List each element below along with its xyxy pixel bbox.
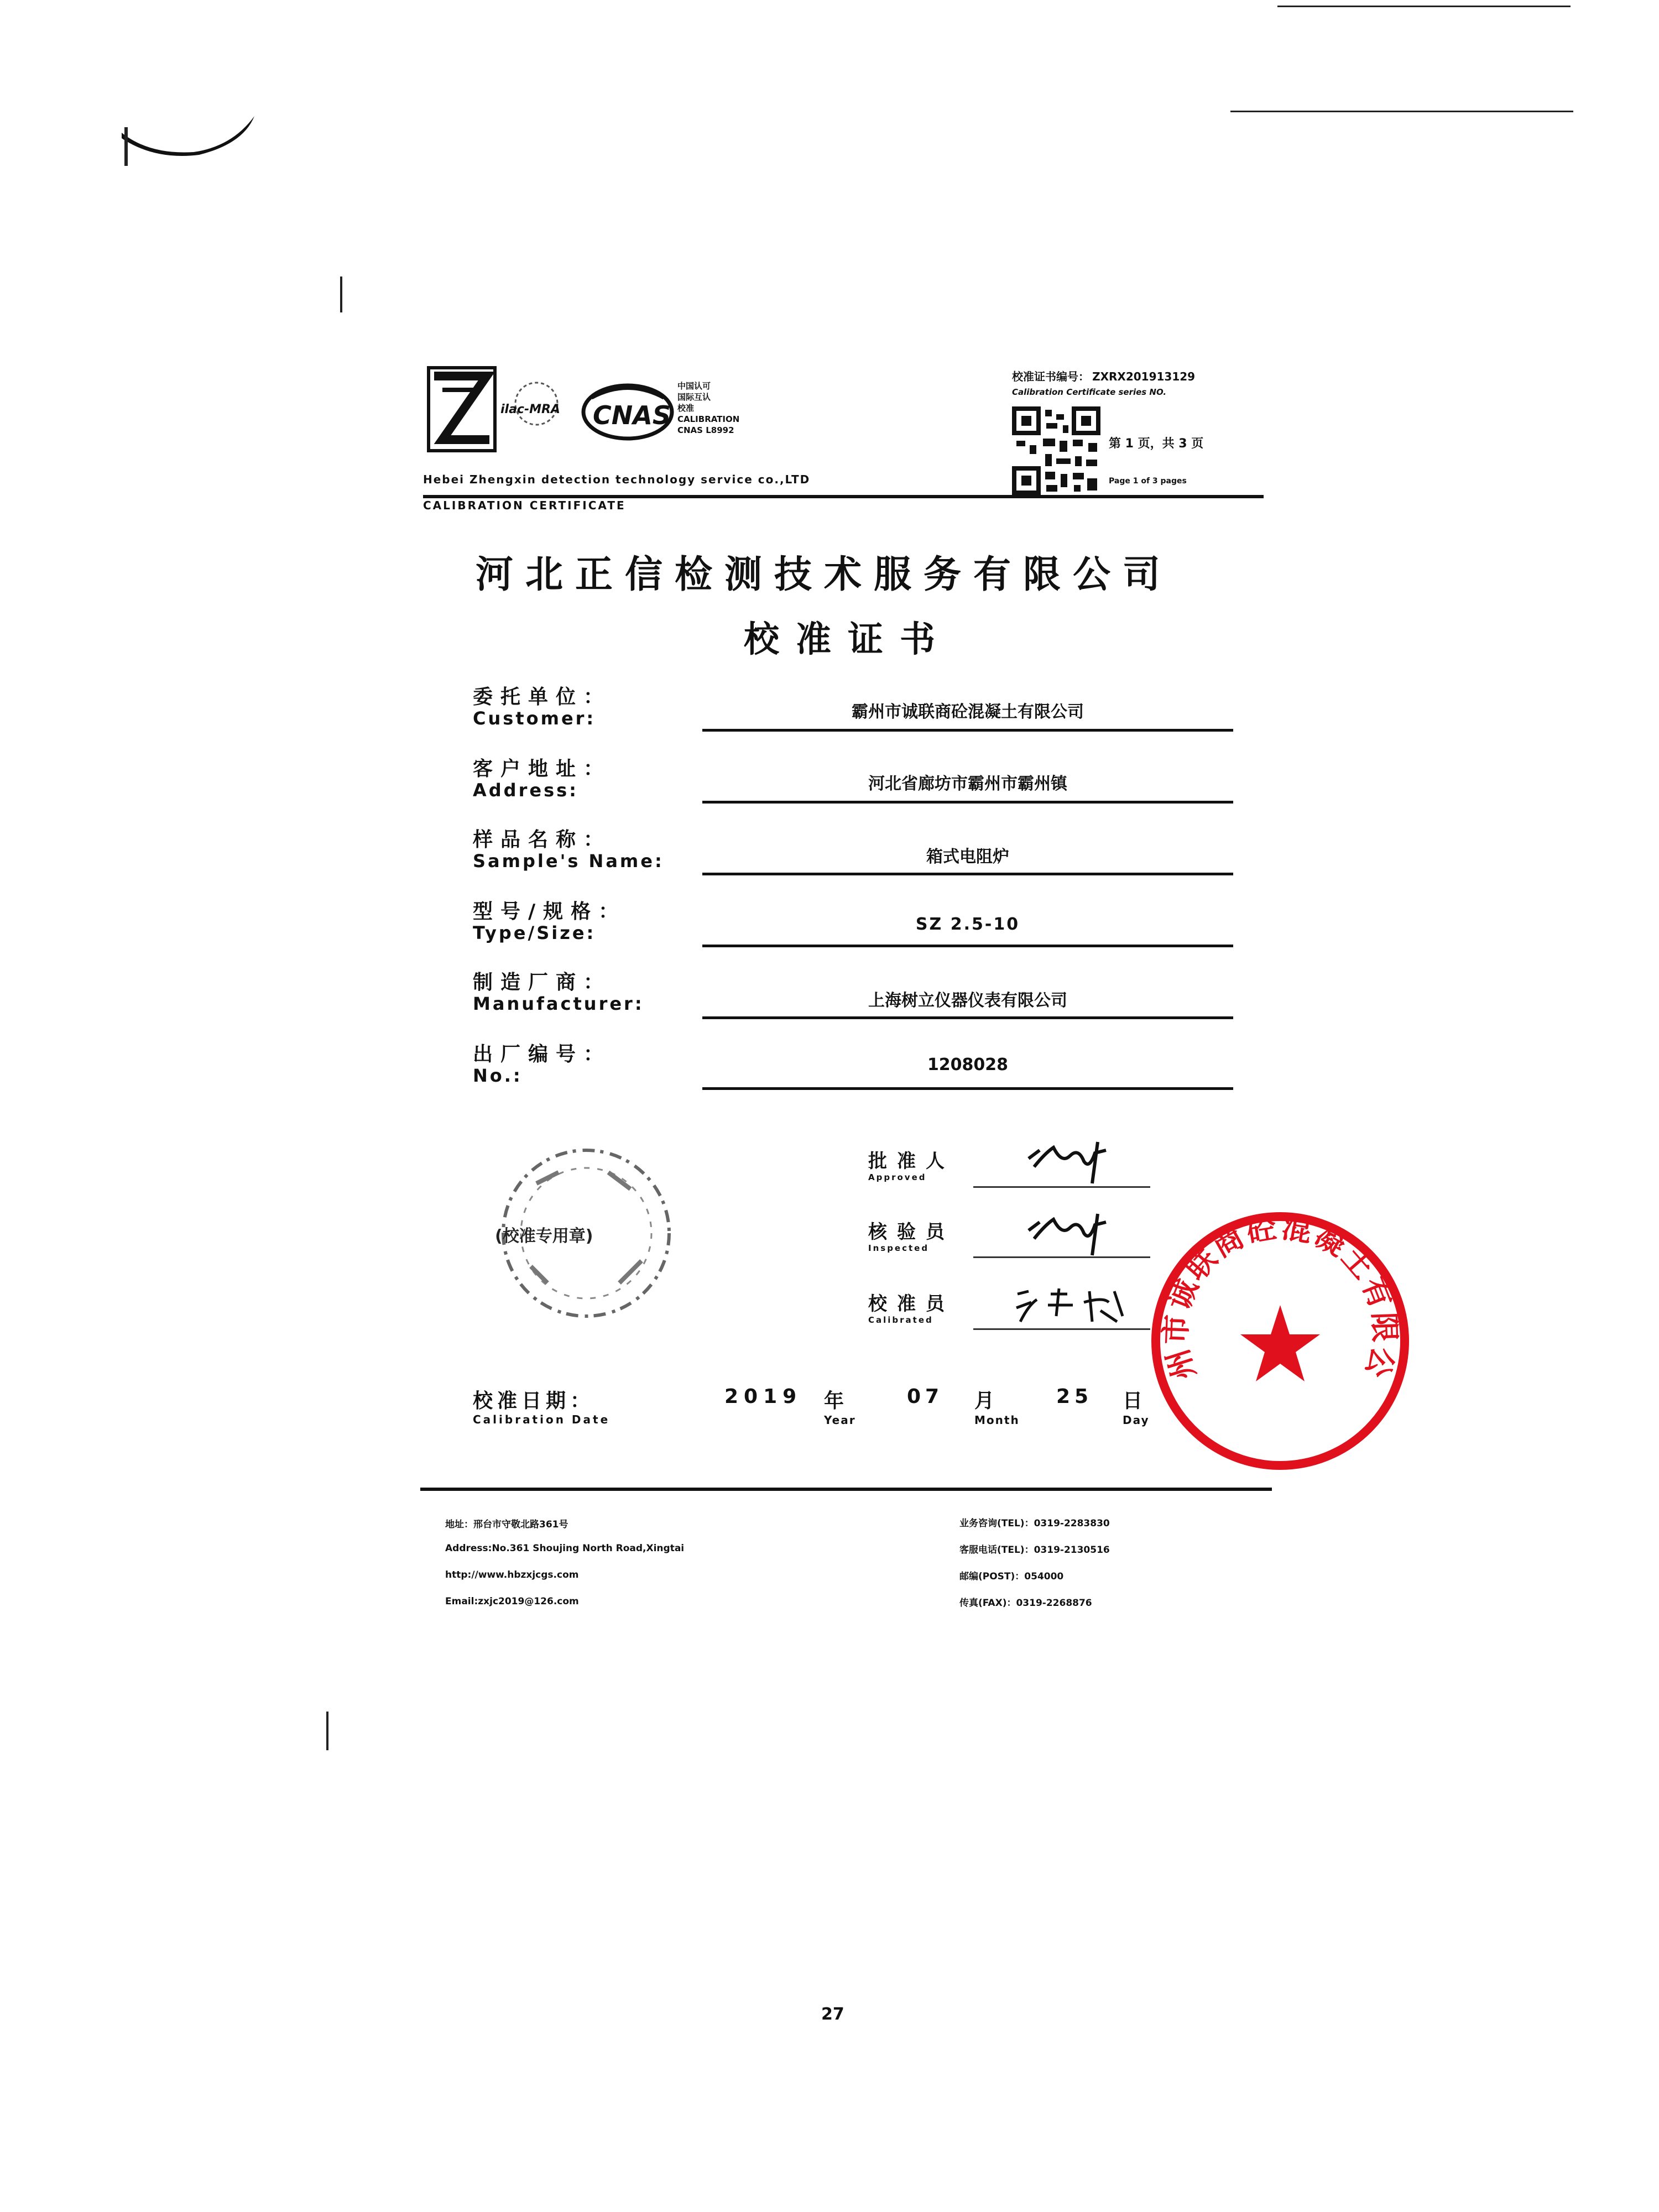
footer-tel-business: 业务咨询(TEL)：0319-2283830 xyxy=(959,1518,1110,1529)
header-divider xyxy=(423,495,1264,498)
scan-artifact-top-left xyxy=(116,94,276,166)
cnas-text: CNAS xyxy=(593,400,671,430)
scan-artifact-line xyxy=(1277,6,1571,7)
date-year: 2019 xyxy=(724,1385,802,1408)
cert-number-label-en: Calibration Certificate series NO. xyxy=(1012,387,1167,397)
footer-tel-complaint: 客服电话(TEL)：0319-2130516 xyxy=(959,1545,1110,1556)
date-month: 07 xyxy=(907,1385,944,1408)
field-address-value: 河北省廊坊市霸州市霸州镇 xyxy=(868,774,1067,794)
cert-number-value: ZXRX201913129 xyxy=(1092,370,1196,383)
zhengxin-logo xyxy=(426,365,498,453)
page-indicator-en: Page 1 of 3 pages xyxy=(1109,477,1187,486)
date-month-cn: 月 xyxy=(974,1390,995,1412)
field-manufacturer-value: 上海树立仪器仪表有限公司 xyxy=(868,991,1067,1010)
date-month-en: Month xyxy=(974,1413,1020,1427)
footer-fax: 传真(FAX)：0319-2268876 xyxy=(959,1598,1092,1609)
cnas-side-text: 中国认可 国际互认 校准 CALIBRATION CNAS L8992 xyxy=(677,381,740,435)
page-indicator-cn: 第 1 页，共 3 页 xyxy=(1109,437,1204,451)
field-sample-name-value: 箱式电阻炉 xyxy=(926,847,1009,867)
footer-website: http://www.hbzxjcgs.com xyxy=(445,1569,579,1580)
date-year-cn: 年 xyxy=(824,1390,844,1412)
footer-address-cn: 地址：邢台市守敬北路361号 xyxy=(445,1519,568,1530)
qr-code xyxy=(1012,406,1100,495)
field-type-size-value: SZ 2.5-10 xyxy=(915,915,1020,934)
footer-email: Email:zxjc2019@126.com xyxy=(445,1596,579,1607)
signature-inspected-mark xyxy=(1023,1208,1123,1258)
date-label-en: Calibration Date xyxy=(473,1413,611,1426)
company-name-en: Hebei Zhengxin detection technology service co.,LTD xyxy=(423,473,811,486)
footer-address-en: Address:No.361 Shoujing North Road,Xingtai xyxy=(445,1543,685,1554)
cert-number-label: 校准证书编号： xyxy=(1012,370,1089,383)
date-label-cn: 校准日期： xyxy=(473,1390,595,1412)
calibration-stamp-text: (校准专用章) xyxy=(495,1227,593,1246)
signature-approved-mark xyxy=(1023,1136,1123,1186)
date-day-en: Day xyxy=(1123,1413,1150,1427)
calibration-stamp xyxy=(487,1139,686,1327)
footer-post: 邮编(POST)：054000 xyxy=(959,1571,1064,1582)
ilac-mra-text: ilac-MRA xyxy=(500,403,560,416)
date-day: 25 xyxy=(1056,1385,1093,1408)
scan-artifact-line xyxy=(326,1712,328,1750)
document-type-en: CALIBRATION CERTIFICATE xyxy=(423,499,626,512)
title-certificate-cn: 校准证书 xyxy=(744,619,952,660)
footer-divider xyxy=(420,1488,1272,1491)
title-company-cn: 河北正信检测技术服务有限公司 xyxy=(476,553,1173,597)
page-number: 27 xyxy=(821,2005,844,2024)
company-red-stamp xyxy=(1147,1208,1413,1474)
date-year-en: Year xyxy=(824,1413,856,1427)
date-day-cn: 日 xyxy=(1123,1390,1143,1412)
signature-calibrated-mark xyxy=(1012,1283,1139,1327)
field-serial-no-value: 1208028 xyxy=(927,1055,1009,1074)
cert-number xyxy=(1012,368,1195,384)
cnas-logo xyxy=(581,382,675,442)
scan-artifact-line xyxy=(1230,111,1573,112)
ilac-mra-logo xyxy=(498,376,575,442)
field-customer-value: 霸州市诚联商砼混凝土有限公司 xyxy=(852,702,1084,722)
scan-artifact-line xyxy=(340,276,342,312)
company-red-stamp-text: 州市诚联商砼混凝土有限公 xyxy=(1158,1209,1402,1384)
